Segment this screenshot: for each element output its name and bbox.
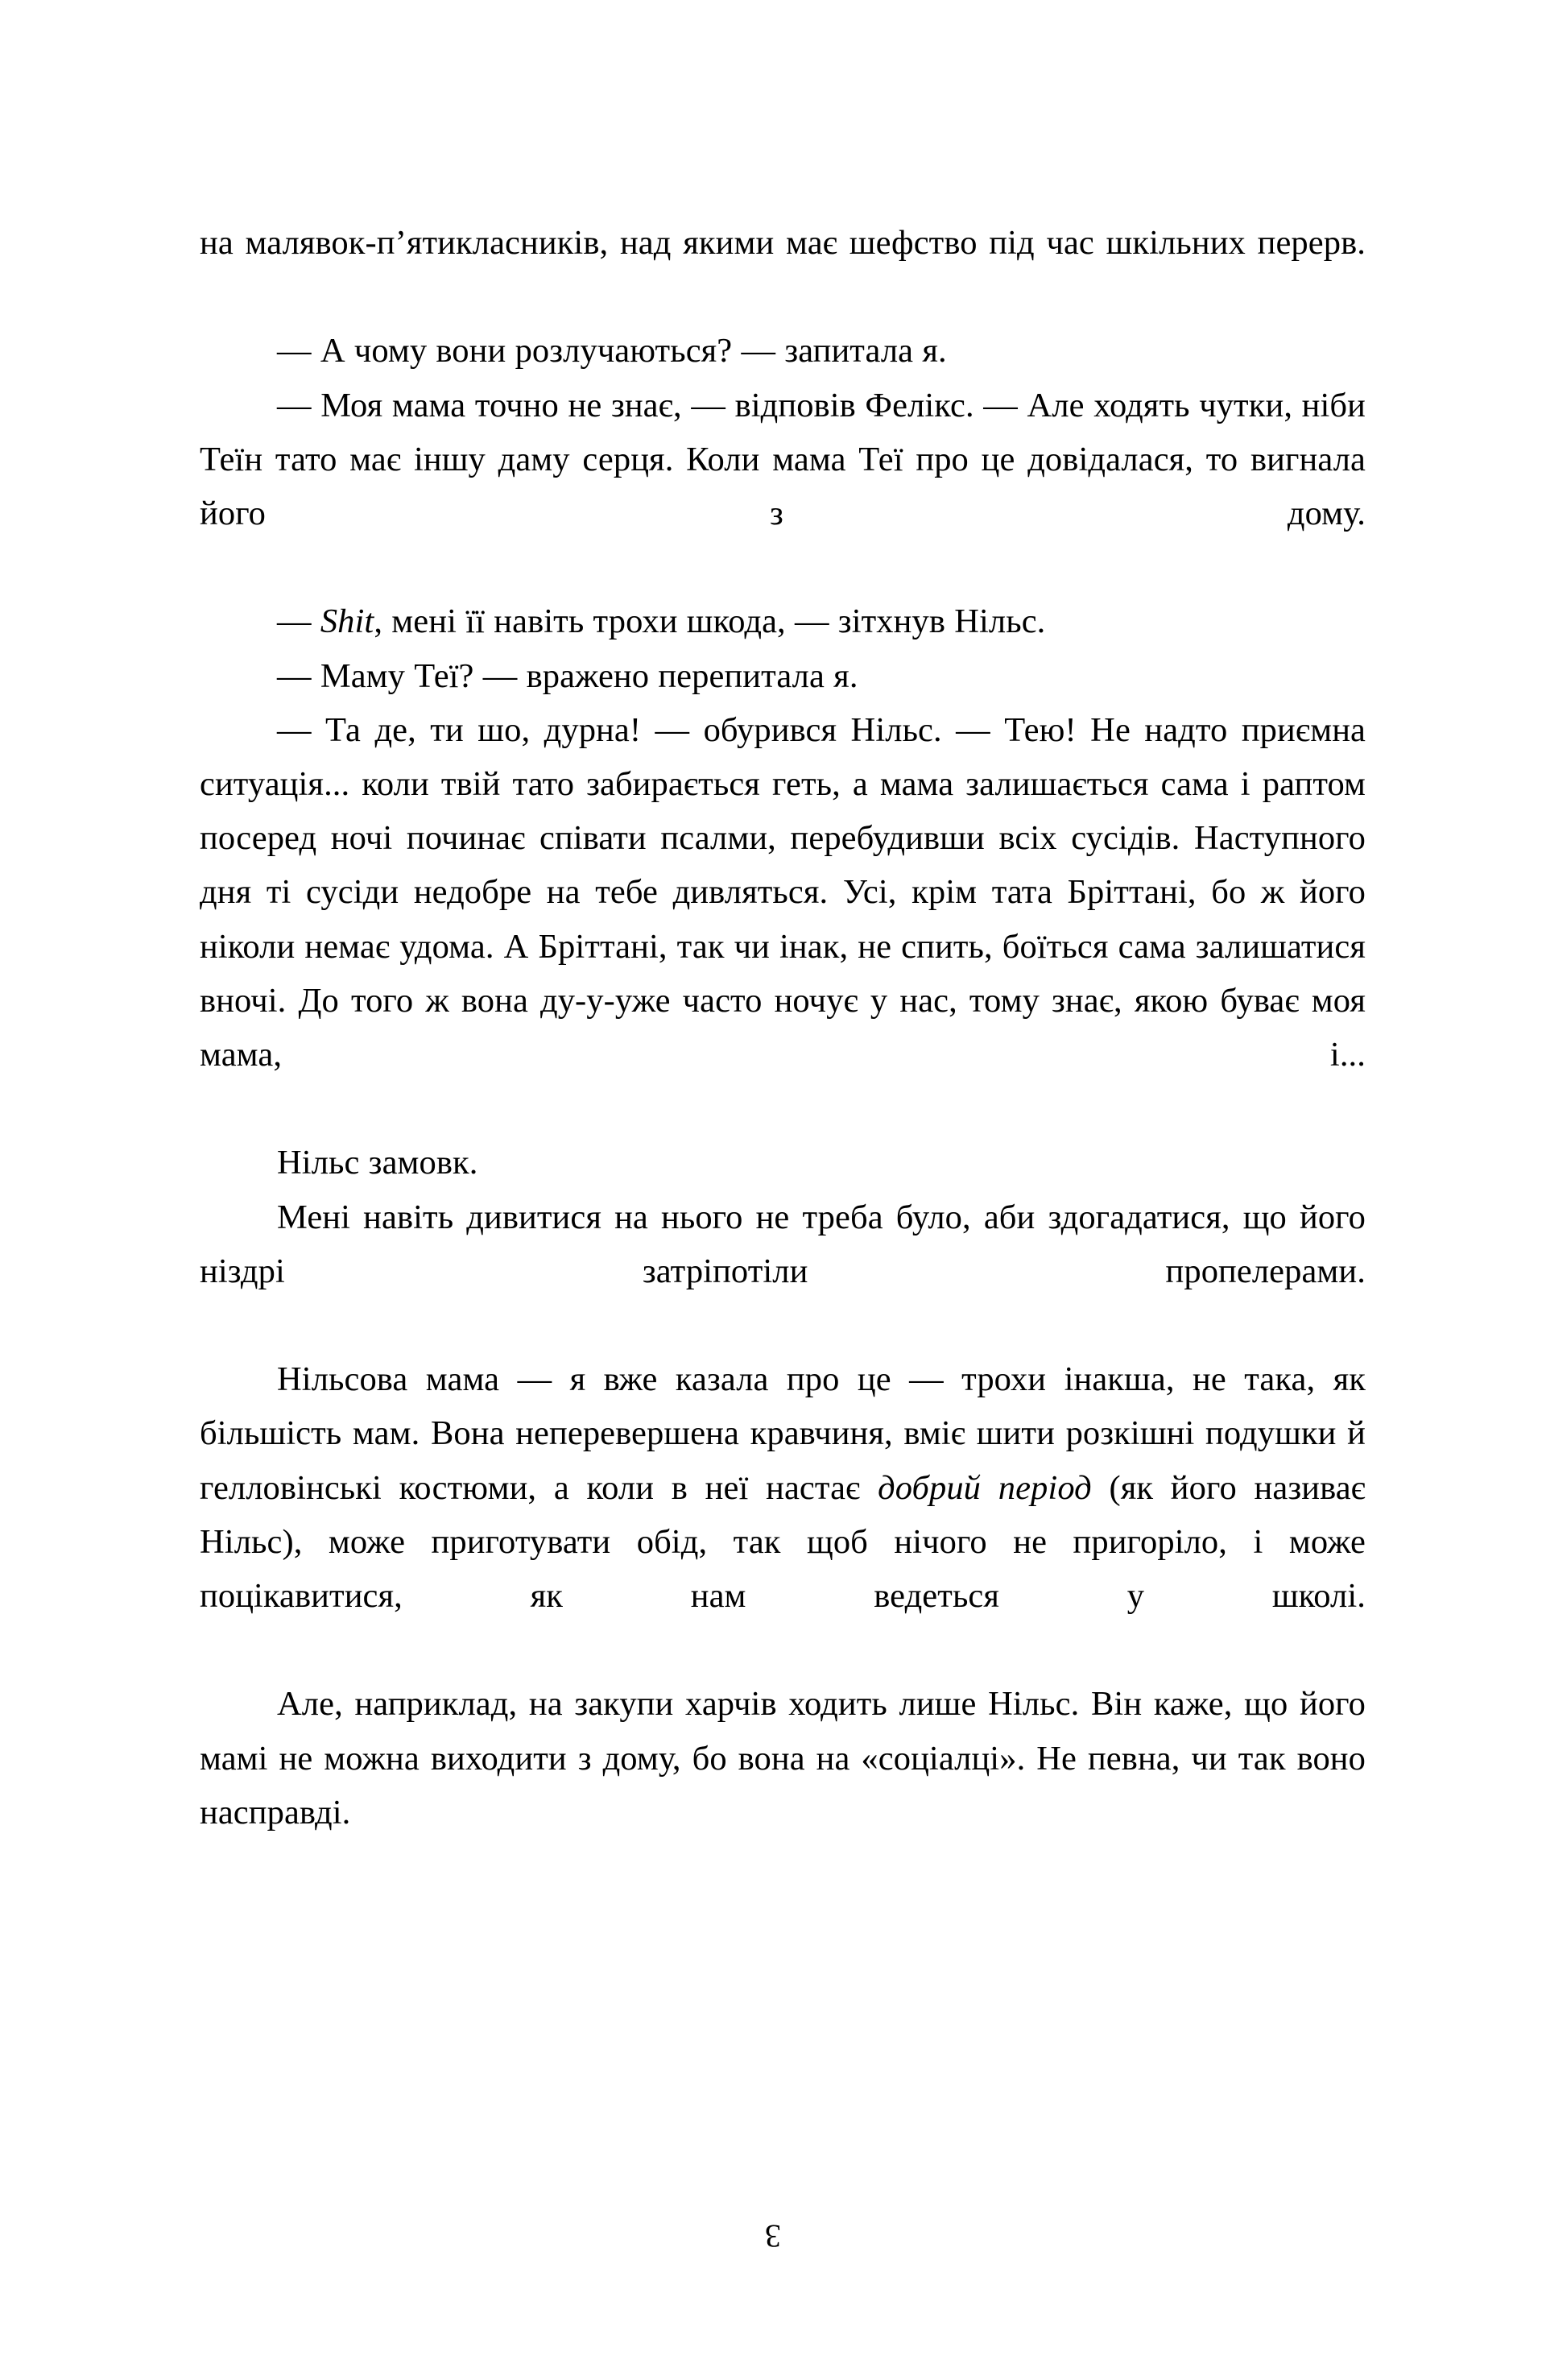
page-text-block — [200, 216, 1366, 1894]
paragraph-nils-silent: Нільс замовк. — [277, 1144, 478, 1182]
paragraph-nils-long-monologue: — Та де, ти шо, дурна! — обурився Нільс. — Тею! Не надто приємна ситуація... коли твій тато забирається геть, а мама залишається сама і раптом посеред ночі починає співати псалми, перебудивши всіх сусідів. Наступного дня ті сусіди недобре на тебе дивляться. Усі, крім тата Бріттані, бо ж його ніколи немає удома. А Бріттані, так чи інак, не спить, боїться сама залишатися вночі. До того ж вона ду-у-уже часто ночує у нас, тому знає, якою буває моя мама, і... — [200, 710, 1366, 1074]
dialogue-remainder: , мені її навіть трохи шкода, — зітхнув Нільс. — [374, 602, 1046, 641]
paragraph-groceries: Але, наприклад, на закупи харчів ходить лише Нільс. Він каже, що його мамі не можна виходити з дому, бо вона на «соціалці». Не певна, чи так воно насправді. — [200, 1685, 1366, 1832]
page-folio — [0, 2217, 1546, 2255]
mother-description-after: (як його називає Нільс), може приготувати обід, так щоб нічого не пригоріло, і може поцікавитися, як нам ведеться у школі. — [200, 1468, 1366, 1616]
paragraph-continuation: на малявок-п’ятикласників, над якими має шефство під час шкільних перерв. — [200, 224, 1366, 262]
page-number: 3 — [765, 2218, 781, 2254]
paragraph-dialogue-question: — А чому вони розлучаються? — запитала я. — [277, 332, 947, 370]
italic-word-shit: Shit — [320, 602, 374, 641]
dialogue-dash-prefix: — — [277, 602, 320, 641]
italic-phrase-dobryi-period: добрий період — [878, 1468, 1092, 1507]
paragraph-felix-reply: — Моя мама точно не знає, — відповів Фелікс. — Але ходять чутки, ніби Теїн тато має іншу даму серця. Коли мама Теї про це довідалася, то вигнала його з дому. — [200, 386, 1366, 533]
paragraph-nils-shit-line — [200, 594, 1366, 648]
paragraph-mamu-teyi: — Маму Теї? — вражено перепитала я. — [277, 656, 858, 695]
paragraph-nils-mother — [200, 1352, 1366, 1677]
mother-description-before: Нільсова мама — я вже казала про це — трохи інакша, не така, як більшість мам. Вона неперевершена кравчиня, вміє шити розкішні подушки й гелловінські костюми, а коли в неї настає — [200, 1360, 1366, 1507]
paragraph-propellers: Мені навіть дивитися на нього не треба було, аби здогадатися, що його ніздрі затріпотіли пропелерами. — [200, 1198, 1366, 1290]
